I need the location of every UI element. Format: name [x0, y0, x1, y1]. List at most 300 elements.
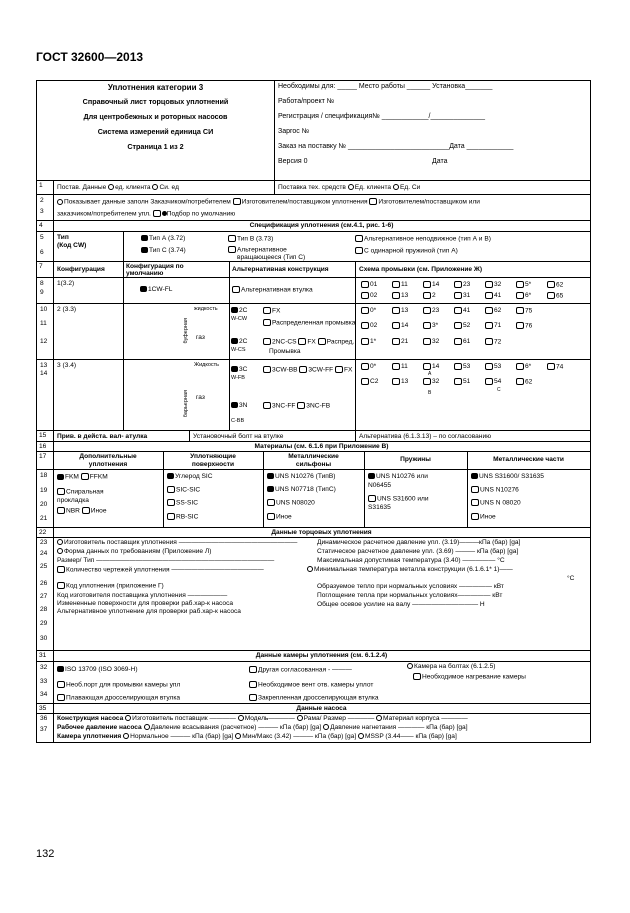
checkbox-checked[interactable]: [267, 486, 274, 492]
casing-material: Материал корпуса ————: [383, 715, 468, 722]
checkbox[interactable]: [454, 307, 462, 314]
heat-generated: Образуемое тепло при нормальных условиях ————— кВт: [317, 583, 504, 590]
degc: °C: [567, 575, 575, 582]
row-number: 28: [40, 606, 48, 613]
axial-force: Общее осевое усилие на валу —————————— Н: [317, 601, 485, 608]
radio[interactable]: [235, 733, 241, 739]
3nc-ff: 3NC-FF: [272, 402, 296, 410]
alt-rotating: Альтернативное: [237, 246, 287, 254]
mat-nbr: NBR: [66, 507, 80, 515]
checkbox[interactable]: [228, 246, 236, 253]
checkbox-checked[interactable]: [141, 247, 148, 253]
checkbox[interactable]: [547, 292, 555, 299]
working-pressure: Рабочее давление насоса: [57, 724, 142, 731]
row-number: 35: [39, 705, 47, 712]
checkbox-checked[interactable]: [57, 666, 64, 672]
default-2c: 2C: [239, 307, 248, 314]
checkbox[interactable]: [516, 363, 524, 370]
flush-plan: 32: [494, 281, 502, 289]
checkbox[interactable]: [82, 507, 90, 514]
distributed-flush: Распределенная промывка: [272, 319, 356, 327]
flush-plan: 51: [463, 378, 471, 386]
checkbox[interactable]: [57, 681, 65, 688]
flush-plan: 6*: [525, 363, 532, 371]
row-chamber-title: [37, 651, 590, 662]
category-title: Уплотнения категории 3: [107, 83, 204, 92]
radio[interactable]: [407, 663, 413, 669]
checkbox[interactable]: [392, 338, 400, 345]
radio[interactable]: [297, 715, 303, 721]
checkbox[interactable]: [516, 281, 524, 288]
default-3n-sub: C-BB: [231, 418, 245, 424]
row-number: 8: [40, 280, 44, 287]
row-number: 29: [40, 620, 48, 627]
col-metal-parts: Металлические части: [493, 456, 564, 463]
flush-plan: 32: [432, 378, 440, 386]
checkbox[interactable]: [423, 322, 431, 329]
radio[interactable]: [238, 715, 244, 721]
checkbox[interactable]: [454, 338, 462, 345]
checkbox[interactable]: [267, 499, 275, 506]
row-number: 18: [40, 472, 48, 479]
checkbox[interactable]: [454, 363, 462, 370]
checkbox[interactable]: [298, 338, 306, 345]
radio[interactable]: [144, 724, 150, 730]
checkbox-checked[interactable]: [471, 473, 478, 479]
row-number: 9: [40, 289, 44, 296]
radio[interactable]: [125, 715, 131, 721]
size-type: Размер/ Тип: [57, 557, 95, 564]
checkbox[interactable]: [471, 499, 479, 506]
liquid-label: жидкость: [194, 306, 218, 312]
radio[interactable]: [323, 724, 329, 730]
radio[interactable]: [393, 184, 399, 190]
checkbox-checked[interactable]: [368, 473, 375, 479]
gas-label: газ: [196, 334, 205, 341]
checkbox[interactable]: [423, 307, 431, 314]
flush-plan: 62: [556, 281, 564, 289]
spring-s31635: S31635: [368, 504, 391, 511]
spring-s31600: UNS S31600 или: [377, 495, 429, 503]
type-b: Тип В (3.73): [237, 235, 274, 243]
checkbox[interactable]: [485, 322, 493, 329]
radio[interactable]: [348, 184, 354, 190]
fixed-bushing: Закрепленная дросселирующая втулка: [258, 694, 379, 702]
row-seal-type: [37, 232, 590, 262]
metal-n08020: UNS N 08020: [480, 499, 521, 507]
checkbox[interactable]: [516, 322, 524, 329]
checkbox[interactable]: [516, 292, 524, 299]
flush-plan: 23: [432, 307, 440, 315]
checkbox[interactable]: [423, 363, 431, 370]
checkbox[interactable]: [299, 366, 307, 373]
row-number: 30: [40, 635, 48, 642]
checkbox[interactable]: [485, 281, 493, 288]
checkbox[interactable]: [392, 307, 400, 314]
col-secondary: Дополнительные: [79, 453, 137, 460]
checkbox[interactable]: [167, 499, 175, 506]
row-config-1: [37, 278, 590, 304]
sheet-title: Справочный лист торцовых уплотнений: [82, 97, 229, 106]
row-number: 19: [40, 487, 48, 494]
checkbox[interactable]: [471, 486, 479, 493]
flush-plan: 71: [494, 322, 502, 330]
row-number: 10: [40, 306, 48, 313]
default-selection: Подбор по умолчанию: [166, 210, 236, 218]
radio[interactable]: [57, 539, 63, 545]
checkbox-checked[interactable]: [231, 402, 238, 408]
mat-fkm: FKM: [65, 473, 79, 481]
row-number: 15: [39, 432, 47, 439]
mat-gasket: прокладка: [57, 497, 89, 504]
page-of: Страница 1 из 2: [127, 142, 184, 151]
by-manufacturer: Изготовителем/поставщиком уплотнения: [241, 198, 368, 206]
flush-note: Промывка: [269, 348, 301, 355]
row-number: 6: [40, 249, 44, 256]
row-materials-title: [37, 442, 590, 452]
3nc-fb: 3NC-FB: [306, 402, 331, 410]
min-max-pressure: Мин/Макс (3.42) ——— кПа (бар) [ga]: [242, 733, 357, 740]
row-number: 24: [40, 550, 48, 557]
checkbox[interactable]: [153, 210, 161, 217]
default-3c: 3C: [239, 366, 248, 373]
row-number: 26: [40, 580, 48, 587]
barrier-label: барьерная: [183, 390, 189, 418]
flush-plan: 52: [463, 322, 471, 330]
checkbox[interactable]: [361, 363, 369, 370]
checkbox[interactable]: [454, 378, 462, 385]
checkbox[interactable]: [81, 473, 89, 480]
col-bellows: Металлические: [288, 453, 339, 460]
flush-note-c: C: [497, 387, 501, 393]
row-units: [37, 181, 590, 195]
radio[interactable]: [123, 733, 129, 739]
units-system: Система измерений единица СИ: [97, 127, 214, 136]
code-label: (Код CW): [57, 242, 87, 249]
checkbox[interactable]: [263, 402, 271, 409]
checkbox-checked[interactable]: [231, 338, 238, 344]
checkbox-checked[interactable]: [267, 473, 274, 479]
set-screw: Установочный болт на втулке: [193, 433, 284, 440]
checkbox[interactable]: [361, 322, 369, 329]
checkbox-checked[interactable]: [167, 473, 174, 479]
checkbox[interactable]: [167, 486, 175, 493]
flush-plan: 6*: [525, 292, 532, 300]
radio[interactable]: [307, 566, 313, 572]
flush-plan: 72: [494, 338, 502, 346]
row-number: 33: [40, 678, 48, 685]
flush-plan: 53: [494, 363, 502, 371]
drive-label: Прив. в дейста. вал- атулка: [57, 433, 148, 440]
checkbox-checked[interactable]: [140, 286, 147, 292]
checkbox[interactable]: [454, 322, 462, 329]
checkbox[interactable]: [361, 281, 369, 288]
checkbox[interactable]: [547, 281, 555, 288]
flush-plan: 31: [463, 292, 471, 300]
checkbox[interactable]: [167, 513, 175, 520]
checkbox[interactable]: [516, 378, 524, 385]
col-faces: Уплотняющие: [190, 453, 236, 460]
pump-type: Для центробежных и роторных насосов: [83, 112, 228, 121]
checkbox[interactable]: [392, 363, 400, 370]
checkbox-checked[interactable]: [231, 307, 238, 313]
single-spring: С одинарной пружиной (тип А): [364, 247, 458, 255]
default-2c-gas-sub: W-CS: [231, 347, 246, 353]
modified-faces: Измененные поверхности для проверки раб.хар-к насоса: [57, 600, 234, 607]
row-seal-data-title: [37, 528, 590, 538]
flush-plan: 54: [494, 378, 502, 386]
face-ss-sic: SS-SIC: [176, 499, 198, 507]
col-default: Конфигурация по: [126, 263, 184, 270]
row-number: 3: [40, 208, 44, 215]
config-2: 2 (3.3): [57, 306, 77, 313]
row-spec-title: [37, 221, 590, 232]
flush-plan: 2: [432, 292, 436, 300]
row-materials: [37, 470, 590, 528]
alt-stationary: Альтернативное неподвижное (тип А и В): [364, 235, 491, 243]
flush-plan: 61: [463, 338, 471, 346]
alt-rotating-note: вращающееся (Тип С): [237, 254, 306, 261]
supply-label: Поставка тех. средств: [278, 184, 346, 191]
floating-bushing: Плавающая дросселирующая втулка: [66, 694, 181, 702]
metal-n10276: UNS N10276: [480, 486, 519, 494]
flush-note-a: A: [428, 371, 432, 377]
mat-other: Иное: [90, 507, 107, 515]
col-faces-2: поверхности: [191, 461, 235, 468]
checkbox[interactable]: [249, 666, 257, 673]
flush-plan: 62: [494, 307, 502, 315]
face-sic-sic: SIC-SIC: [176, 486, 201, 494]
checkbox[interactable]: [423, 292, 431, 299]
project-no: Работа/проект №: [278, 98, 335, 105]
section-title: Данные камеры уплотнения (см. 6.1.2.4): [255, 652, 388, 659]
checkbox[interactable]: [57, 566, 65, 573]
flush-plan: 01: [370, 281, 378, 289]
bellows-n08020: UNS N08020: [276, 499, 315, 507]
checkbox[interactable]: [368, 495, 376, 502]
checkbox[interactable]: [297, 402, 305, 409]
checkbox[interactable]: [57, 488, 65, 495]
checkbox[interactable]: [249, 681, 257, 688]
flush-plan: 41: [463, 307, 471, 315]
order-no: Заказ на поставку № __________________________Дата ____________: [278, 143, 514, 150]
checkbox[interactable]: [263, 319, 271, 326]
client-units: ед. клиента: [115, 184, 151, 191]
checkbox[interactable]: [355, 235, 363, 242]
flush-plan: 11: [401, 363, 408, 371]
checkbox[interactable]: [263, 307, 271, 314]
filled-by-label: Показывает данные заполн Заказчиком/потребителем: [64, 198, 231, 206]
checkbox[interactable]: [423, 338, 431, 345]
fx-option: FX: [344, 366, 353, 374]
mat-ffkm: FFKM: [89, 473, 108, 481]
heat-absorbed: Поглощение тепла при нормальных условиях————— кВт: [317, 592, 503, 599]
face-rb-sic: RB-SIC: [176, 513, 199, 521]
row-number: 13: [40, 362, 48, 369]
row-number: 5: [40, 234, 44, 241]
default-2c-gas: 2C: [239, 338, 248, 345]
checkbox[interactable]: [485, 378, 493, 385]
col-secondary-2: уплотнения: [88, 461, 128, 468]
type-c: Тип С (3.74): [149, 247, 186, 254]
row-filled-by: [37, 195, 590, 221]
checkbox[interactable]: [485, 307, 493, 314]
flush-plan: 65: [556, 292, 564, 300]
col-alt: Альтернативная конструкция: [232, 266, 329, 273]
chamber-heating: Необходимое нагревание камеры: [422, 673, 526, 681]
checkbox[interactable]: [361, 378, 369, 385]
checkbox[interactable]: [355, 247, 363, 254]
checkbox[interactable]: [516, 307, 524, 314]
row-number: 20: [40, 501, 48, 508]
row-number: 17: [39, 453, 47, 460]
checkbox-checked[interactable]: [141, 235, 148, 241]
config-3: 3 (3.4): [57, 362, 77, 369]
date: Дата: [432, 158, 448, 165]
row-number: 31: [39, 652, 47, 659]
checkbox[interactable]: [485, 338, 493, 345]
row-number: 34: [40, 691, 48, 698]
checkbox[interactable]: [263, 338, 271, 345]
radio[interactable]: [358, 733, 364, 739]
flush-plan: 74: [556, 363, 564, 371]
drawings-count: Количество чертежей уплотнения: [66, 566, 170, 574]
pump-design: Конструкция насоса: [57, 715, 124, 722]
buffer-label: буферная: [183, 318, 189, 344]
alt-2nc-cs: 2NC-CS: [272, 338, 297, 346]
checkbox[interactable]: [57, 582, 65, 589]
alt-seal: Альтернативное уплотнение для проверки раб.хар-к насоса: [57, 608, 241, 615]
radio[interactable]: [108, 184, 114, 190]
request-no: Заргос №: [278, 128, 310, 135]
checkbox[interactable]: [263, 366, 271, 373]
checkbox[interactable]: [423, 378, 431, 385]
min-metal-temp: Минимальная температура металла конструкции (6.1.6.1* 1)——: [314, 566, 513, 573]
max-temp: Максимальная допустимая температура (3.40) ————— °C: [317, 557, 505, 564]
vent-hole: Необходимое вент отв. камеры уплот: [258, 681, 374, 689]
radio[interactable]: [57, 199, 63, 205]
bellows-n07718: UNS N07718 (ТипС): [275, 486, 336, 493]
type-a: Тип А (3.72): [149, 235, 186, 242]
checkbox[interactable]: [369, 198, 377, 205]
checkbox[interactable]: [57, 507, 65, 514]
row-number: 32: [40, 664, 48, 671]
checkbox[interactable]: [249, 694, 257, 701]
row-number: 4: [39, 222, 43, 229]
checkbox[interactable]: [267, 513, 275, 520]
radio[interactable]: [376, 715, 382, 721]
checkbox[interactable]: [361, 292, 369, 299]
flush-plan: 23: [463, 281, 471, 289]
checkbox[interactable]: [471, 513, 479, 520]
normal-pressure: Нормальное ——— кПа (бар) [ga]: [130, 733, 234, 740]
row-number: 14: [40, 370, 48, 377]
checkbox-checked[interactable]: [231, 366, 238, 372]
config-1: 1(3.2): [57, 280, 75, 287]
flush-plan: 02: [370, 292, 378, 300]
flush-plan: 75: [525, 307, 533, 315]
spring-n10276: UNS N10276 или: [376, 473, 428, 480]
seal-manufacturer: Изготовитель поставщик уплотнения: [64, 539, 177, 546]
spring-n06455: N06455: [368, 482, 392, 489]
row-number: 37: [40, 726, 48, 733]
checkbox[interactable]: [57, 694, 65, 701]
static-pressure: Статическое расчетное давление упл. (3.69) ——— кПа (бар) [ga]: [317, 548, 519, 555]
checkbox[interactable]: [423, 281, 431, 288]
checkbox[interactable]: [232, 286, 240, 293]
checkbox[interactable]: [361, 338, 369, 345]
radio[interactable]: [152, 184, 158, 190]
checkbox[interactable]: [392, 322, 400, 329]
checkbox[interactable]: [228, 235, 236, 242]
checkbox[interactable]: [335, 366, 343, 373]
checkbox[interactable]: [392, 378, 400, 385]
checkbox[interactable]: [392, 292, 400, 299]
registration: Регистрация / спецификация№ ____________/______________: [278, 113, 485, 120]
flush-plan: 14: [432, 363, 440, 371]
radio[interactable]: [57, 548, 63, 554]
col-default-2: умолчанию: [126, 270, 164, 277]
other-agreed: Другая согласованная: [258, 666, 327, 674]
row-number: 7: [39, 263, 43, 270]
checkbox[interactable]: [318, 338, 326, 345]
flush-note-b: B: [428, 390, 432, 396]
checkbox[interactable]: [413, 673, 421, 680]
document-title: ГОСТ 32600—2013: [36, 50, 144, 64]
row-number: 1: [39, 182, 43, 189]
si-units: Ед. Си: [399, 184, 421, 191]
checkbox[interactable]: [392, 281, 400, 288]
checkbox[interactable]: [361, 307, 369, 314]
bellows-n10276: UNS N10276 (ТипВ): [275, 473, 336, 480]
suction-pressure: Давление всасывания (расчетное) ——— кПа (бар) [ga]: [150, 724, 322, 731]
flush-plan: 0*: [370, 363, 377, 371]
seal-code: Код уплотнения (приложение Г): [66, 582, 164, 590]
data-form: Форма данных по требованиям (Приложение Л): [64, 548, 212, 555]
mssp: MSSP (3.44—— кПа (бар) [ga]: [365, 733, 457, 740]
units-label: Постав. Данные: [57, 184, 109, 191]
row-number: 25: [40, 563, 48, 570]
discharge-pressure: Давление нагнетания ———— кПа (бар) [ga]: [330, 724, 468, 731]
default-3c-sub: W-FB: [231, 375, 245, 381]
checkbox[interactable]: [454, 292, 462, 299]
fx-option: FX: [272, 307, 281, 315]
row-chamber: 32 33 34 ISO 13709 (ISO 3069-H) Другая согласованная - ——— Камера на болтах (6.1.2.5) Необходимое нагревание камеры Необ.порт для промывки камеры упл Необходимое вент отв. камеры уплот Плавающая дросселирующая втулка Закрепленная дросселирующая втулка: [37, 662, 590, 704]
checkbox[interactable]: [233, 198, 241, 205]
drive-alternative: Альтернатива (6.1.3.13) – по согласованию: [359, 433, 492, 440]
client-units: Ед. клиента: [354, 184, 392, 191]
checkbox[interactable]: [485, 292, 493, 299]
flush-plan: 3*: [432, 322, 439, 330]
datasheet-header: [37, 81, 590, 181]
flush-plan: 13: [401, 307, 409, 315]
checkbox[interactable]: [485, 363, 493, 370]
checkbox[interactable]: [454, 281, 462, 288]
row-seal-data: 23 24 25 26 27 28 29 30 Изготовитель поставщик уплотнения —————————————————— Форма данных по требованиям (Приложение Л) Размер/ Тип ——————————————————————————— Количество чертежей уплотнения —————————————— Код уплотнения (приложение Г) Код изготовителя поставщика уплотнения —————— Измененные поверхности для проверки раб.хар-к насоса Альтернативное уплотнение для проверки раб.хар-к насоса Динамическое расчетное давление упл. (3.19)———кПа (бар) [ga] Статическое расчетное давление упл. (3.69) ——— кПа (бар) [ga] Максимальная допустимая температура (3.40) ————— °C Минимальная температура металла конструкции (6.1.6.1* 1)—— °C Образуемое тепло при нормальных условиях ————— кВт Поглощение тепла при нормальных условиях————— кВт Общее осевое усилие на валу —————————— Н: [37, 538, 590, 651]
row-number: 27: [40, 593, 48, 600]
flush-plan: 13: [401, 292, 409, 300]
row-drive: [37, 431, 590, 442]
checkbox-checked[interactable]: [57, 474, 64, 480]
si-units: Си. ед: [159, 184, 179, 191]
flush-plan: 41: [494, 292, 502, 300]
seal-chamber: Камера уплотнения: [57, 733, 122, 740]
row-materials-header: [37, 452, 590, 470]
row-config-2: [37, 304, 590, 360]
section-title: Спецификация уплотнения (см.4.1, рис. 1-6): [249, 222, 394, 229]
checkbox[interactable]: [547, 363, 555, 370]
flush-plan: 0*: [370, 307, 377, 315]
